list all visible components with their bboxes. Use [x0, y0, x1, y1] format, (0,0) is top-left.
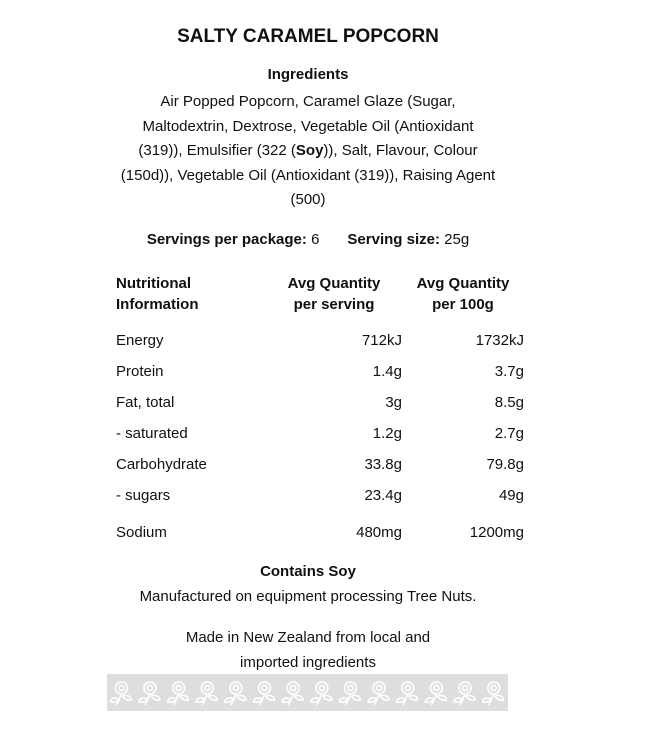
nutrient-per-serving: 1.2g [372, 425, 402, 442]
table-row [116, 418, 524, 449]
nutrient-per-100g: 79.8g [486, 456, 524, 473]
floral-rose-icon [311, 682, 332, 705]
nutrition-header-row [116, 273, 524, 325]
floral-rose-icon [368, 682, 389, 705]
floral-rose-icon [483, 682, 504, 705]
floral-pattern [107, 674, 508, 711]
nutrient-per-serving: 1.4g [372, 363, 402, 380]
nutrient-name: - sugars [116, 487, 171, 504]
ingredients-heading: Ingredients [267, 66, 349, 83]
origin-line-2: imported ingredients [240, 653, 376, 671]
ingredients-text-part2: )), Salt, Flavour, Colour (150d)), Vegetable Oil (Antioxidant (319)), Raising Agent (500) [120, 142, 496, 208]
decorative-floral-band [107, 674, 508, 711]
floral-rose-icon [168, 682, 189, 705]
table-row [116, 449, 524, 480]
servings-per-package-value: 6 [311, 231, 320, 248]
servings-per-package-label: Servings per package: [146, 231, 307, 248]
nutrient-name: Carbohydrate [116, 456, 207, 473]
nutrient-per-100g: 8.5g [494, 394, 524, 411]
table-row [116, 356, 524, 387]
floral-rose-icon [282, 682, 303, 705]
floral-rose-icon [225, 682, 246, 705]
nutrient-per-100g: 3.7g [494, 363, 524, 380]
nutrient-per-serving: 23.4g [364, 487, 402, 504]
origin-line-1: Made in New Zealand from local and [185, 629, 431, 646]
nutrient-name: Fat, total [116, 394, 175, 411]
floral-rose-icon [139, 682, 160, 705]
table-row [116, 480, 524, 511]
ingredients-text-part1: Air Popped Popcorn, Caramel Glaze (Sugar, Maltodextrin, Dextrose, Vegetable Oil (Antioxidant (319)), Emulsifier (322 ( [138, 93, 474, 159]
manufacturing-note: Manufactured on equipment processing Tree Nuts. [139, 588, 477, 605]
floral-rose-icon [454, 682, 475, 705]
floral-rose-icon [339, 682, 360, 705]
nutrient-per-100g: 1200mg [469, 524, 524, 541]
nutrient-per-serving: 712kJ [361, 332, 402, 349]
origin-statement [150, 626, 466, 675]
product-title: SALTY CARAMEL POPCORN [177, 26, 439, 47]
floral-rose-icon [196, 682, 217, 705]
serving-size-label: Serving size: [347, 231, 440, 248]
table-row [116, 387, 524, 418]
ingredients-allergen: Soy [295, 142, 324, 159]
nutrient-name: Energy [116, 332, 164, 349]
ingredients-list [120, 90, 496, 213]
nutrient-per-100g: 1732kJ [475, 332, 524, 349]
nutrient-per-serving: 33.8g [364, 456, 402, 473]
nutrition-table [116, 273, 524, 554]
nutrient-per-serving: 3g [385, 394, 402, 411]
nutrient-per-100g: 49g [498, 487, 524, 504]
serving-size-value: 25g [444, 231, 470, 248]
header-per-serving: Avg Quantity per serving [287, 275, 381, 313]
nutrient-name: - saturated [116, 425, 188, 442]
table-row [116, 511, 524, 554]
table-row [116, 325, 524, 356]
floral-rose-icon [254, 682, 275, 705]
header-per-100g: Avg Quantity per 100g [416, 275, 510, 313]
nutrient-per-serving: 480mg [356, 524, 402, 541]
nutrient-per-100g: 2.7g [494, 425, 524, 442]
floral-rose-icon [425, 682, 446, 705]
floral-rose-icon [397, 682, 418, 705]
nutrient-name: Sodium [116, 524, 167, 541]
header-nutritional-information: Nutritional Information [116, 275, 199, 313]
allergen-statement: Contains Soy [260, 563, 356, 580]
servings-line [0, 231, 616, 248]
floral-rose-icon [110, 682, 131, 705]
nutrient-name: Protein [116, 363, 164, 380]
